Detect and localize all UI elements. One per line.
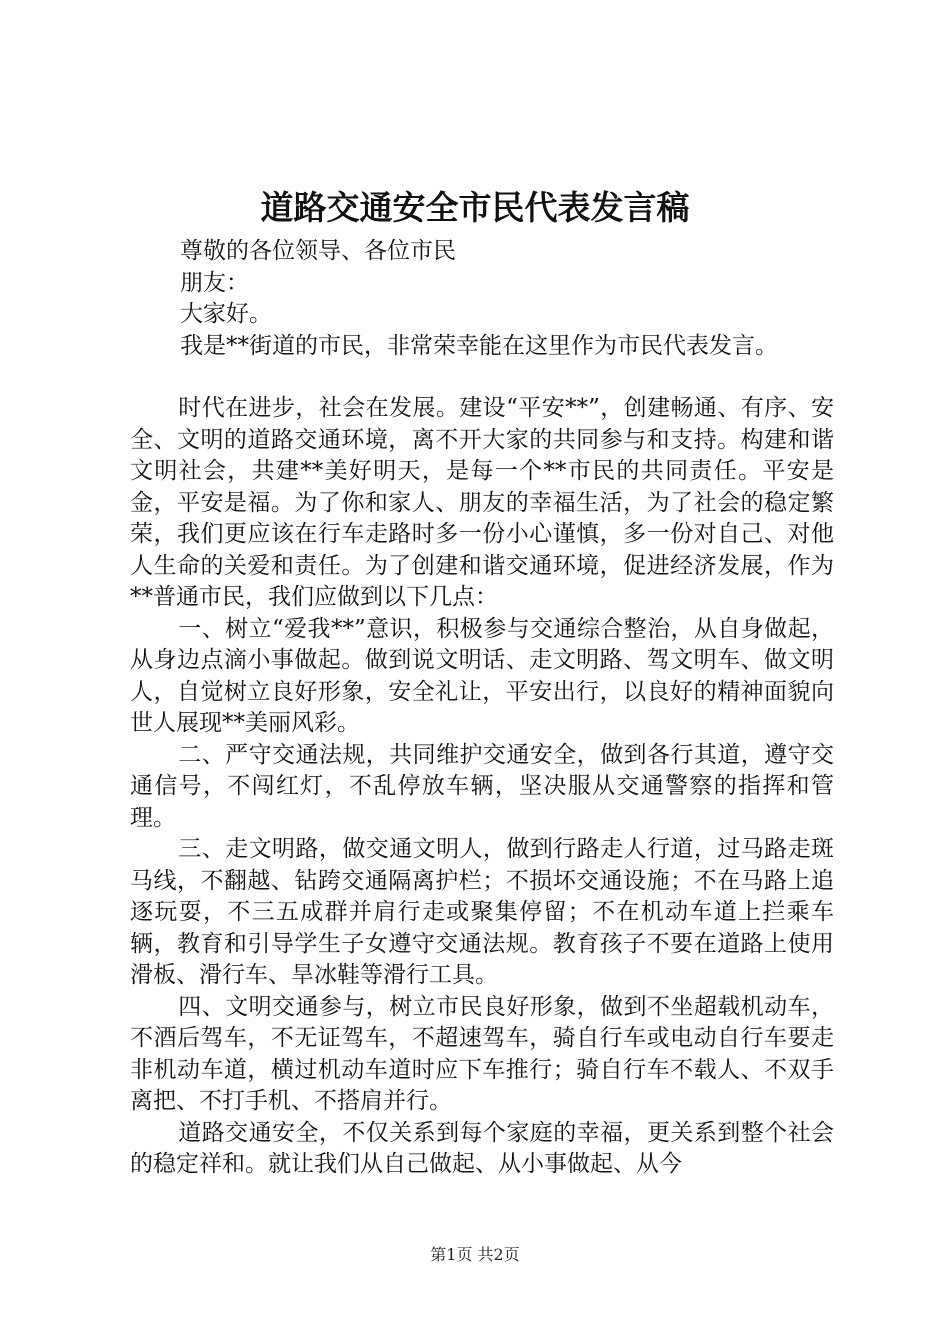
document-title: 道路交通安全市民代表发言稿 — [260, 188, 690, 227]
paragraph-intro: 时代在进步，社会在发展。建设“平安**”，创建畅通、有序、安全、文明的道路交通环境，离不开大家的共同参与和支持。构建和谐文明社会，共建**美好明天，是每一个**市民的共同责任。平安是金，平安是福。为了你和家人、朋友的幸福生活，为了社会的稳定繁荣，我们更应该在行车走路时多一份小心谨慎，多一份对自己、对他人生命的关爱和责任。为了创建和谐交通环境，促进经济发展，作为**普通市民，我们应做到以下几点： — [130, 395, 834, 610]
paragraph-point-4: 四、文明交通参与，树立市民良好形象，做到不坐超载机动车，不酒后驾车，不无证驾车，不超速驾车，骑自行车或电动自行车要走非机动车道，横过机动车道时应下车推行；骑自行车不载人、不双手离把、不打手机、不搭肩并行。 — [130, 993, 834, 1114]
document-body — [130, 236, 834, 1181]
paragraph-point-1: 一、树立“爱我**”意识，积极参与交通综合整治，从自身做起，从身边点滴小事做起。做到说文明话、走文明路、驾文明车、做文明人，自觉树立良好形象，安全礼让，平安出行，以良好的精神面貌向世人展现**美丽风彩。 — [130, 615, 834, 736]
paragraph-point-2: 二、严守交通法规，共同维护交通安全，做到各行其道，遵守交通信号，不闯红灯，不乱停放车辆，坚决服从交通警察的指挥和管理。 — [130, 741, 834, 831]
greeting-line-2: 朋友： — [180, 269, 249, 296]
greeting-line-4: 我是**街道的市民，非常荣幸能在这里作为市民代表发言。 — [180, 332, 778, 359]
paragraph-point-3: 三、走文明路，做交通文明人，做到行路走人行道，过马路走斑马线，不翻越、钻跨交通隔离护栏；不损坏交通设施；不在马路上追逐玩耍，不三五成群并肩行走或聚集停留；不在机动车道上拦乘车辆，教育和引导学生子女遵守交通法规。教育孩子不要在道路上使用滑板、滑行车、旱冰鞋等滑行工具。 — [130, 836, 834, 988]
paragraph-closing: 道路交通安全，不仅关系到每个家庭的幸福，更关系到整个社会的稳定祥和。就让我们从自己做起、从小事做起、从今 — [130, 1119, 834, 1177]
greeting-line-1: 尊敬的各位领导、各位市民 — [180, 238, 456, 264]
page-number-footer: 第1页 共2页 — [430, 1245, 520, 1264]
paragraph-spacer — [130, 362, 834, 393]
greeting-line-3: 大家好。 — [180, 301, 272, 327]
